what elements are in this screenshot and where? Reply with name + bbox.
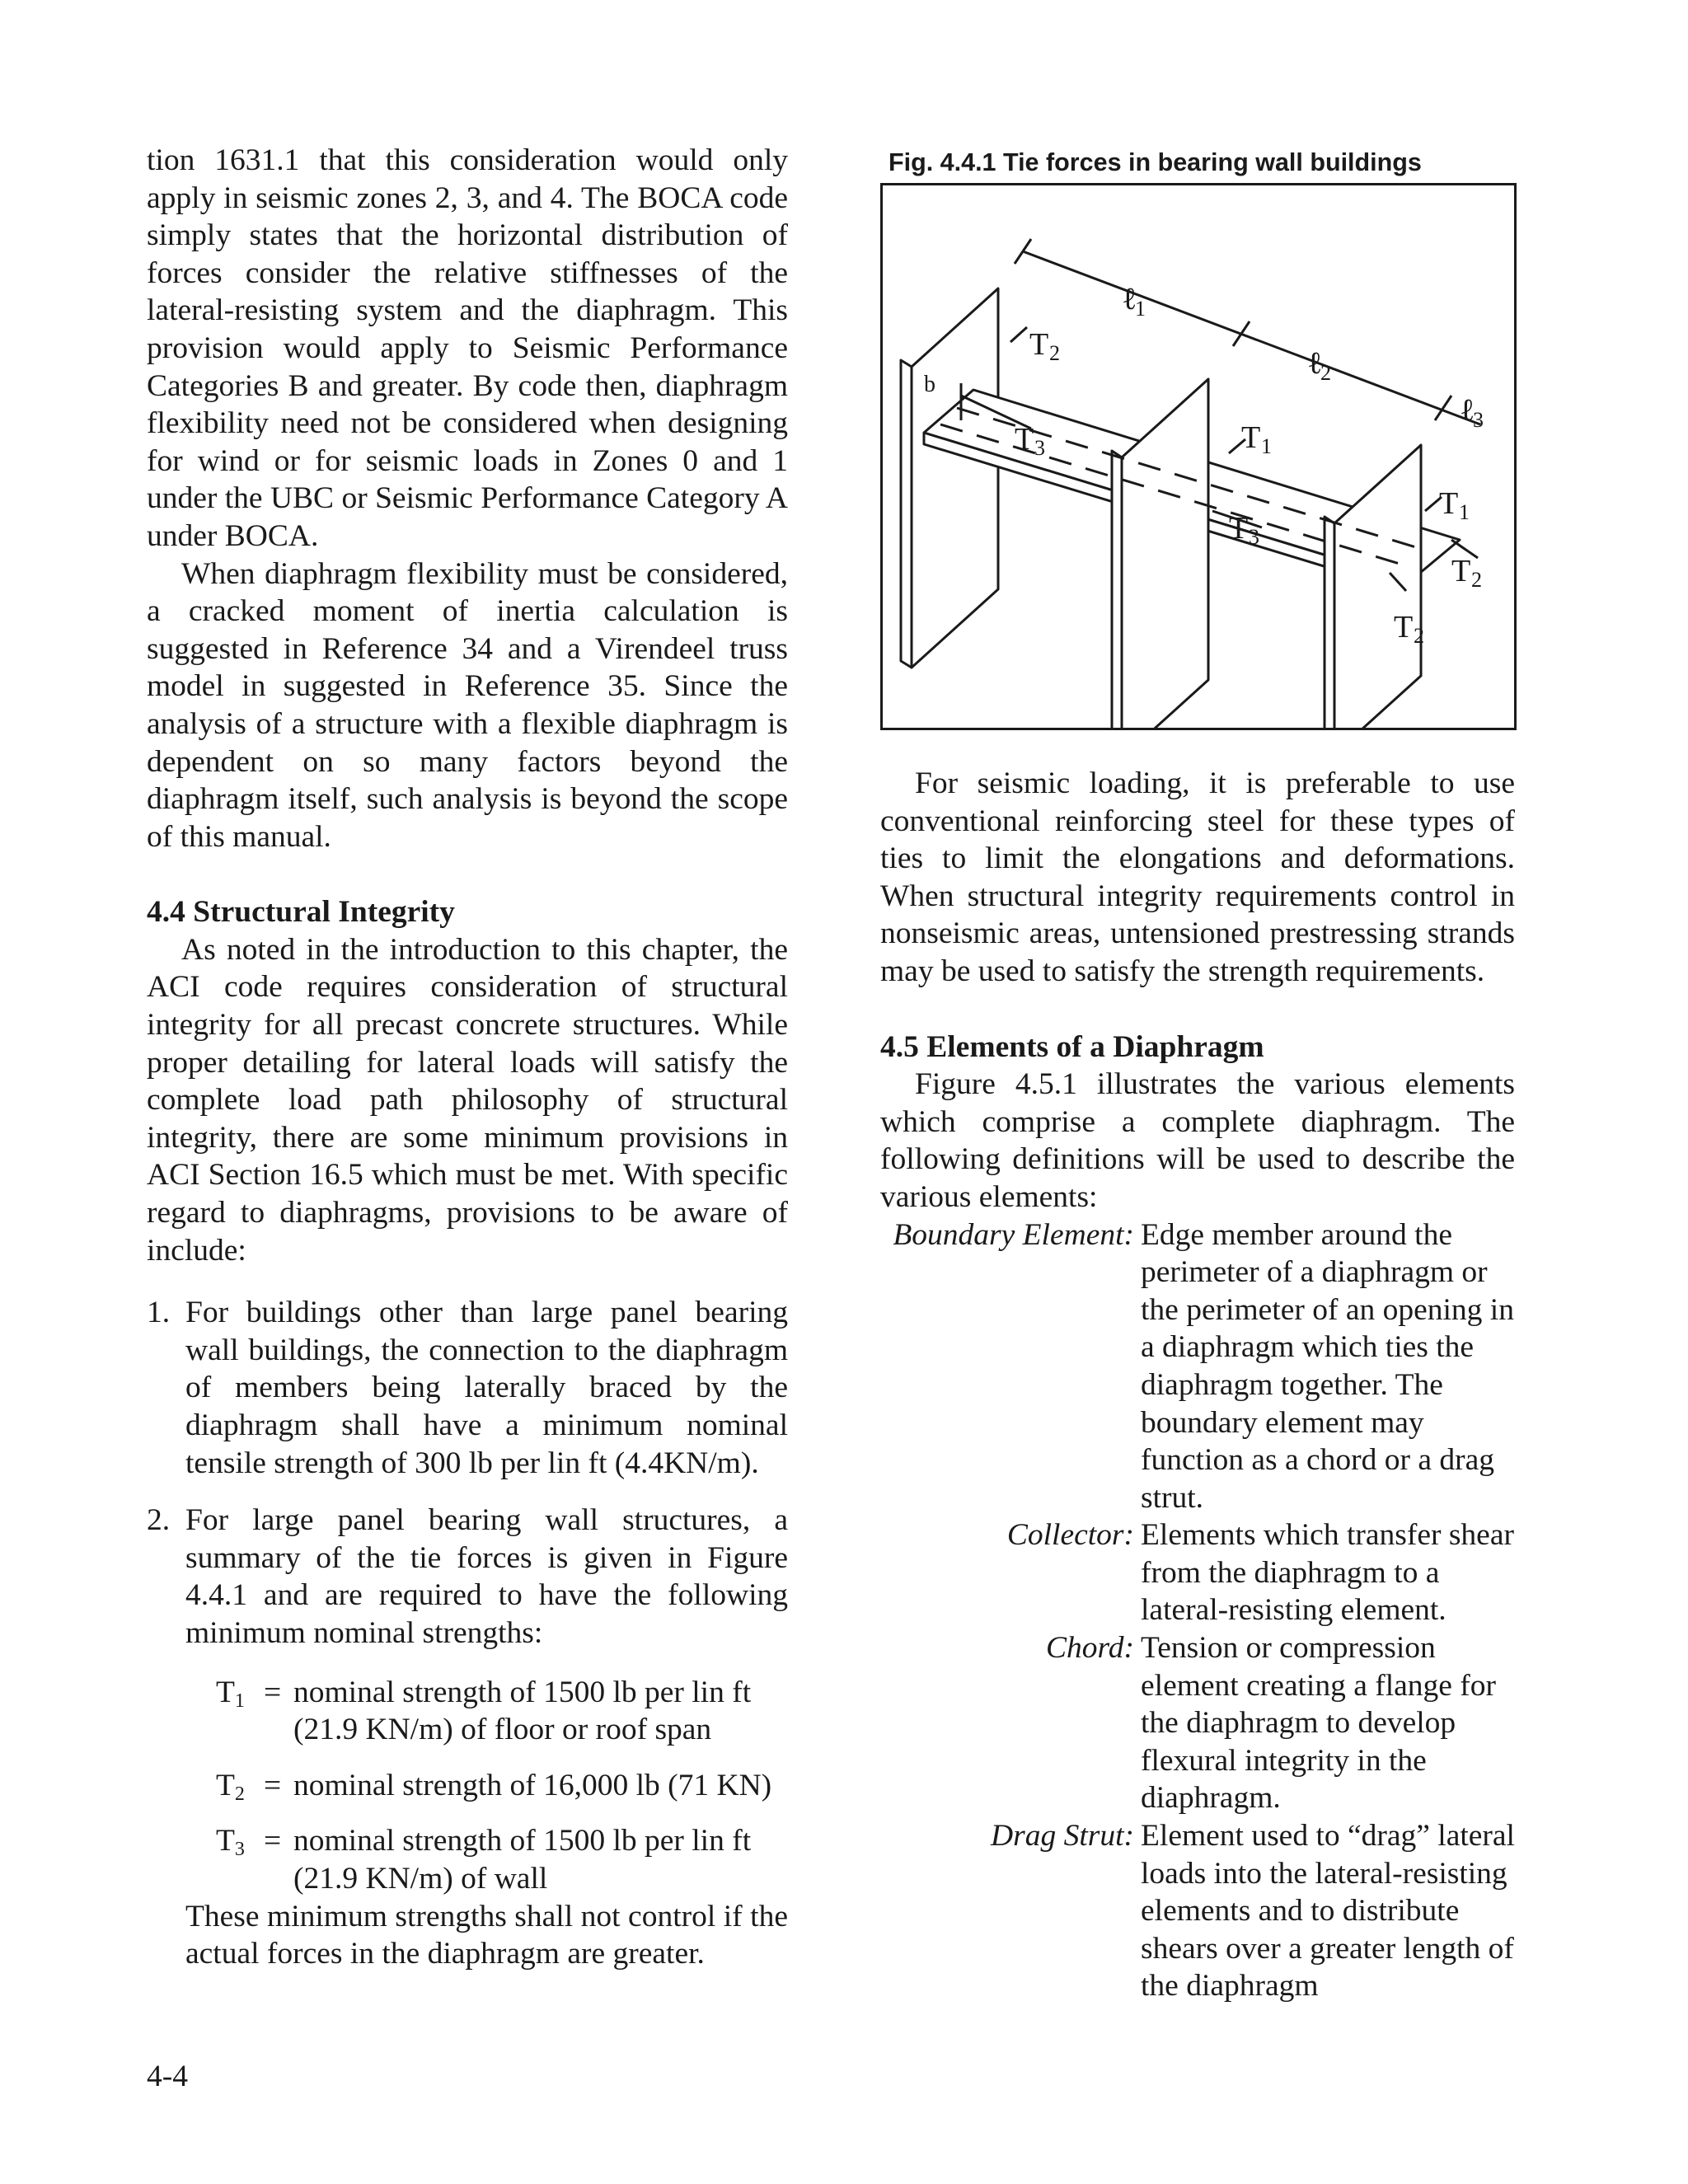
tie-description: nominal strength of 1500 lb per lin ft (21.9 KN/m) of wall bbox=[293, 1824, 752, 1896]
middle-wall-edge bbox=[1112, 451, 1122, 728]
definition-row bbox=[880, 1216, 1515, 1517]
definitions-list bbox=[880, 1216, 1515, 2005]
paragraph: For seismic loading, it is preferable to use conventional reinforcing steel for these types of ties to limit the elongations and deformations. When structural integrity requirements control in nonseismic areas, untensioned prestressing strands may be used to satisfy the strength requirements. bbox=[880, 766, 1515, 988]
tie-forces-diagram bbox=[883, 185, 1514, 728]
tie-force-row bbox=[216, 1674, 788, 1749]
left-wall-edge bbox=[901, 360, 912, 668]
paragraph: As noted in the introduction to this chapter, the ACI code requires consideration of structural integrity for all precast concrete structures. While proper detailing for lateral loads will satisfy the complete load path philosophy of structural integrity, there are some minimum provisions in ACI Section 16.5 which must be met. With specific regard to diaphragms, provisions to be aware of include: bbox=[147, 932, 788, 1268]
label-t2: T bbox=[1394, 610, 1414, 644]
label-l1-sub: 1 bbox=[1135, 297, 1146, 321]
label-t3-sub: 3 bbox=[1034, 436, 1045, 460]
tie-symbol: $T_1$ bbox=[216, 1675, 245, 1712]
definition-text: Edge member around the perimeter of a diaphragm or the perimeter of an opening in a diaphragm which ties the diaphragm together. The boundary element may function as a chord or a drag strut. bbox=[1141, 1217, 1514, 1515]
definition-row bbox=[880, 1516, 1515, 1629]
definition-row bbox=[880, 1817, 1515, 2005]
label-t2: T bbox=[1029, 327, 1049, 362]
label-t2-sub: 2 bbox=[1471, 568, 1482, 592]
label-t2: T bbox=[1451, 554, 1471, 588]
definition-text: Element used to “drag” lateral loads into the lateral-resisting elements and to distribute shears over a greater length of the diaphragm bbox=[1141, 1819, 1515, 2004]
definition-term: Drag Strut: bbox=[991, 1819, 1134, 1854]
label-t2-sub: 2 bbox=[1049, 341, 1060, 365]
tie-description: nominal strength of 16,000 lb (71 KN) bbox=[293, 1768, 772, 1802]
paragraph: tion 1631.1 that this consideration would only apply in seismic zones 2, 3, and 4. The BOCA code simply states that the horizontal distribution of forces consider the relative stiffnesses of the lateral-resisting system and the diaphragm. This provision would apply to Seismic Performance Categories B and greater. By code then, diaphragm flexibility need not be considered when designing for wind or for seismic loads in Zones 0 and 1 under the UBC or Seismic Performance Category A under BOCA. bbox=[147, 143, 788, 553]
dimension-line bbox=[1023, 251, 1480, 424]
label-t3: T bbox=[1229, 511, 1249, 546]
tie-force-row bbox=[216, 1822, 788, 1897]
equals-sign: = bbox=[264, 1768, 282, 1802]
definition-text: Tension or compression element creating a flange for the diaphragm to develop flexural integrity in the diaphragm. bbox=[1141, 1631, 1497, 1816]
list-number: 1. bbox=[147, 1296, 171, 1330]
page-number: 4-4 bbox=[147, 2060, 188, 2093]
tie-symbol: $T_2$ bbox=[216, 1768, 245, 1805]
tie-arrow bbox=[1010, 327, 1027, 342]
paragraph: When diaphragm flexibility must be considered, a cracked moment of inertia calculation is suggested in Reference 34 and a Virendeel truss model in suggested in Reference 35. Since the analysis of a structure with a flexible diaphragm is dependent on so many factors beyond the diaphragm itself, such analysis is beyond the scope of this manual. bbox=[147, 556, 788, 854]
equals-sign: = bbox=[264, 1675, 282, 1709]
dimension-tick bbox=[1015, 239, 1031, 264]
paragraph: Figure 4.5.1 illustrates the various elements which comprise a complete diaphragm. The following definitions will be used to describe the various elements: bbox=[880, 1067, 1515, 1214]
list-number: 2. bbox=[147, 1503, 171, 1538]
section-heading-4-5: 4.5 Elements of a Diaphragm bbox=[880, 1029, 1264, 1064]
label-t1-sub: 1 bbox=[1459, 500, 1470, 524]
left-wall bbox=[912, 288, 998, 668]
definition-row bbox=[880, 1629, 1515, 1817]
list-item bbox=[147, 1294, 788, 1482]
label-t1: T bbox=[1439, 486, 1459, 521]
label-t2-sub: 2 bbox=[1414, 624, 1424, 648]
definition-term: Collector: bbox=[1006, 1518, 1134, 1553]
label-b: b bbox=[924, 372, 935, 397]
equals-sign: = bbox=[264, 1824, 282, 1858]
right-wall-edge bbox=[1325, 517, 1334, 728]
label-l3-sub: 3 bbox=[1473, 408, 1484, 432]
left-column bbox=[147, 142, 788, 1973]
tie-symbol: $T_3$ bbox=[216, 1824, 245, 1861]
label-t1-sub: 1 bbox=[1261, 434, 1272, 458]
label-l1: ℓ bbox=[1122, 282, 1137, 316]
list-text: For large panel bearing wall structures, a summary of the tie forces is given in Figure 4.4.1 and are required to have the following minimum nominal strengths: bbox=[185, 1503, 788, 1650]
label-t3-sub: 3 bbox=[1249, 525, 1259, 549]
label-t3: T bbox=[1015, 422, 1034, 457]
definition-term: Boundary Element: bbox=[893, 1217, 1134, 1252]
label-t1: T bbox=[1241, 420, 1261, 455]
middle-wall bbox=[1122, 379, 1208, 728]
figure-caption: Fig. 4.4.1 Tie forces in bearing wall buildings bbox=[889, 148, 1422, 176]
label-l2: ℓ bbox=[1307, 346, 1323, 381]
list-text: For buildings other than large panel bearing wall buildings, the connection to the diaphragm of members being laterally braced by the diaphragm shall have a minimum nominal tensile strength of 300 lb per lin ft (4.4KN/m). bbox=[185, 1296, 788, 1480]
right-column bbox=[880, 765, 1515, 2005]
label-l3: ℓ bbox=[1460, 393, 1475, 428]
section-heading-4-4: 4.4 Structural Integrity bbox=[147, 895, 455, 930]
tie-force-row bbox=[216, 1767, 788, 1805]
figure-tie-forces bbox=[880, 183, 1517, 730]
right-wall bbox=[1334, 445, 1421, 728]
definition-term: Chord: bbox=[1046, 1631, 1134, 1666]
paragraph: These minimum strengths shall not control if the actual forces in the diaphragm are greater. bbox=[185, 1899, 788, 1971]
definition-text: Elements which transfer shear from the diaphragm to a lateral-resisting element. bbox=[1141, 1518, 1514, 1628]
tie-description: nominal strength of 1500 lb per lin ft (21.9 KN/m) of floor or roof span bbox=[293, 1675, 752, 1747]
list-item bbox=[147, 1502, 788, 1652]
label-l2-sub: 2 bbox=[1320, 361, 1331, 385]
dimension-tick bbox=[1233, 321, 1250, 346]
